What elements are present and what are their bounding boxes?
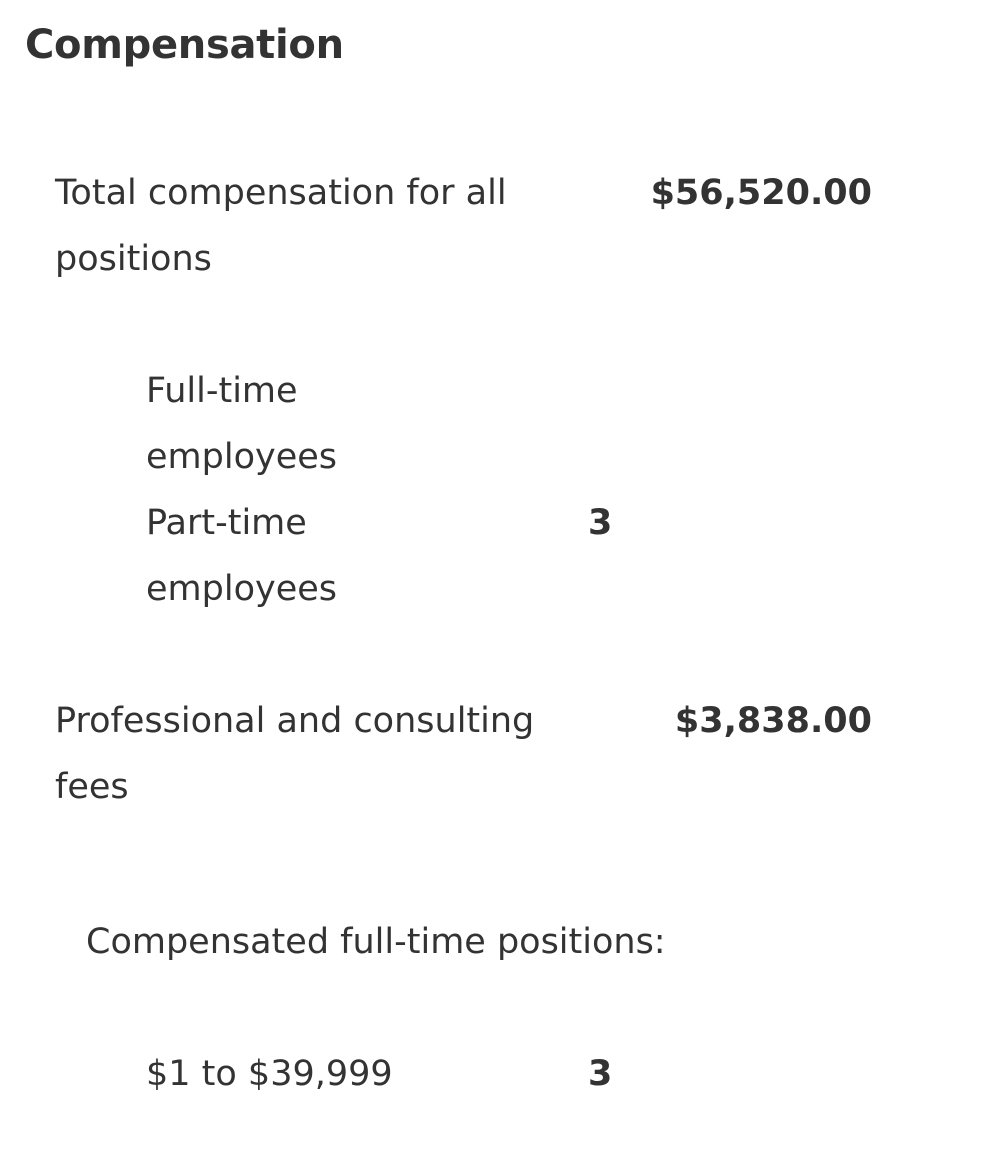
salary-range-count: 3	[588, 1054, 613, 1094]
section-title: Compensation	[25, 22, 344, 68]
total-compensation-value: $56,520.00	[650, 173, 872, 213]
full-time-employees-label: Full-time employees	[146, 371, 337, 477]
part-time-employees-label: Part-time employees	[146, 503, 337, 609]
professional-fees-value: $3,838.00	[674, 701, 872, 741]
part-time-employees-count: 3	[588, 503, 613, 543]
professional-fees-label: Professional and consulting fees	[55, 701, 535, 807]
full-time-positions-heading: Compensated full-time positions:	[86, 922, 666, 962]
total-compensation-label: Total compensation for all positions	[55, 173, 507, 279]
salary-range-label: $1 to $39,999	[146, 1054, 393, 1094]
